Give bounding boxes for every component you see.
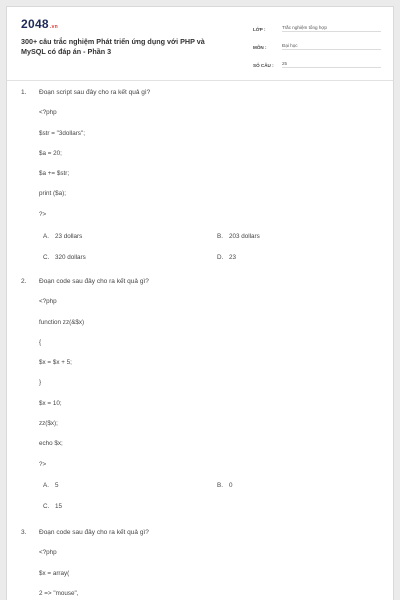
option-text: 203 dollars bbox=[229, 233, 260, 240]
option-c[interactable] bbox=[43, 254, 86, 261]
meta-class-key: LỚP : bbox=[253, 27, 266, 32]
option-c[interactable] bbox=[43, 503, 62, 510]
option-text: 23 bbox=[229, 254, 237, 261]
option-letter: C. bbox=[43, 254, 50, 261]
question-number: 1. bbox=[21, 89, 27, 96]
code-line: 2 => "mouse", bbox=[39, 590, 79, 597]
code-line: <?php bbox=[39, 109, 57, 116]
question-2-head bbox=[21, 278, 381, 288]
code-line: <?php bbox=[39, 549, 57, 556]
option-b[interactable] bbox=[217, 233, 260, 240]
option-a[interactable] bbox=[43, 482, 59, 489]
question-3-head bbox=[21, 529, 381, 539]
option-letter: B. bbox=[217, 482, 223, 489]
meta-subject bbox=[253, 37, 381, 50]
option-a[interactable] bbox=[43, 233, 82, 240]
meta-count bbox=[253, 55, 381, 68]
logo-main: 2048 bbox=[21, 17, 49, 31]
code-line: $x = $x + 5; bbox=[39, 359, 72, 366]
question-1 bbox=[21, 89, 381, 261]
code-line: $str = "3dollars"; bbox=[39, 130, 85, 137]
option-text: 0 bbox=[229, 482, 233, 489]
option-letter: A. bbox=[43, 233, 49, 240]
code-line: ?> bbox=[39, 461, 47, 468]
code-line: $a += $str; bbox=[39, 170, 70, 177]
option-text: 23 dollars bbox=[55, 233, 83, 240]
site-logo[interactable] bbox=[21, 17, 58, 31]
meta-subject-key: MÔN : bbox=[253, 45, 267, 50]
code-line: zz($x); bbox=[39, 420, 58, 427]
exam-header bbox=[7, 7, 393, 81]
question-2 bbox=[21, 278, 381, 510]
code-line: echo $x; bbox=[39, 440, 63, 447]
option-text: 5 bbox=[55, 482, 59, 489]
code-line: } bbox=[39, 379, 42, 386]
question-3 bbox=[21, 529, 381, 597]
option-text: 320 dollars bbox=[55, 254, 86, 261]
question-text: Đoạn script sau đây cho ra kết quả gì? bbox=[39, 89, 151, 96]
code-line: $a = 20; bbox=[39, 150, 62, 157]
exam-meta bbox=[253, 19, 381, 73]
code-line: ?> bbox=[39, 211, 47, 218]
option-letter: B. bbox=[217, 233, 223, 240]
exam-sheet bbox=[6, 6, 394, 600]
option-letter: D. bbox=[217, 254, 224, 261]
option-d[interactable] bbox=[217, 254, 236, 261]
option-text: 15 bbox=[55, 503, 63, 510]
logo-tld: .vn bbox=[49, 24, 59, 30]
code-line: <?php bbox=[39, 298, 57, 305]
meta-subject-value: Đại học bbox=[282, 43, 381, 50]
code-line: { bbox=[39, 339, 42, 346]
meta-class bbox=[253, 19, 381, 32]
option-letter: C. bbox=[43, 503, 50, 510]
question-1-head bbox=[21, 89, 381, 99]
code-line: function zz(&$x) bbox=[39, 319, 85, 326]
meta-count-key: SỐ CÂU : bbox=[253, 63, 274, 68]
meta-class-value: Trắc nghiệm tổng hợp bbox=[282, 25, 381, 32]
option-letter: A. bbox=[43, 482, 49, 489]
question-text: Đoạn code sau đây cho ra kết quả gì? bbox=[39, 529, 149, 536]
question-number: 2. bbox=[21, 278, 27, 285]
code-line: $x = 10; bbox=[39, 400, 62, 407]
question-text: Đoạn code sau đây cho ra kết quả gì? bbox=[39, 278, 149, 285]
code-line: $x = array( bbox=[39, 570, 70, 577]
question-number: 3. bbox=[21, 529, 27, 536]
exam-title: 300+ câu trắc nghiệm Phát triển ứng dụng với PHP và MySQL có đáp án - Phần 3 bbox=[21, 37, 205, 56]
meta-count-value: 25 bbox=[282, 61, 381, 68]
code-line: print ($a); bbox=[39, 190, 66, 197]
option-b[interactable] bbox=[217, 482, 233, 489]
